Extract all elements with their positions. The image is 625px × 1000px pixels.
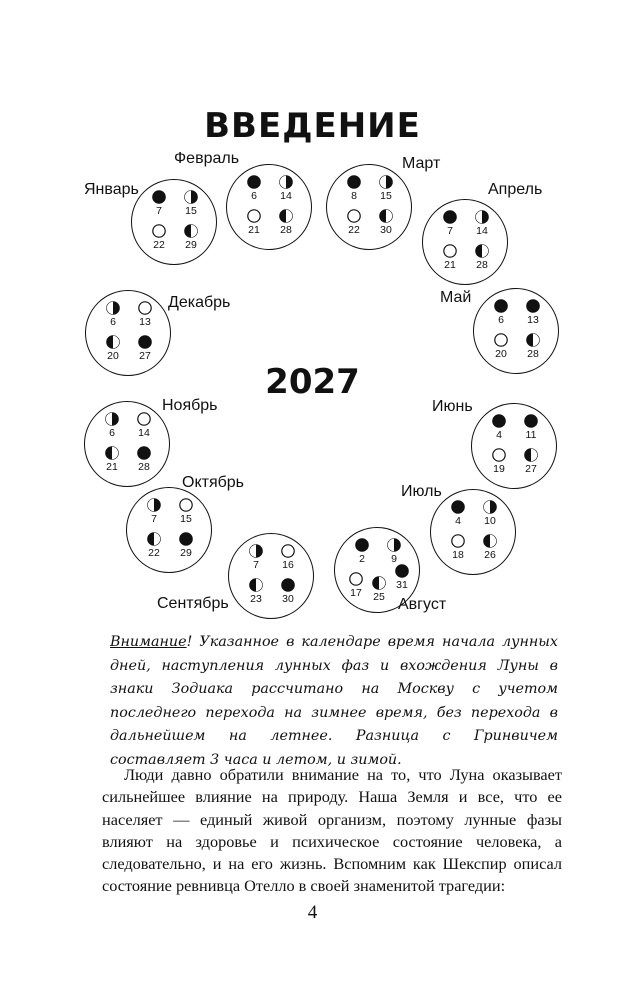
last-quarter-icon (524, 448, 538, 462)
month-label: Октябрь (182, 474, 245, 491)
new-moon-icon (179, 532, 193, 546)
phase-day-number: 27 (525, 463, 537, 475)
month-label: Ноябрь (162, 397, 218, 414)
first-quarter-icon (184, 190, 198, 204)
moon-phase-entry (518, 448, 544, 478)
moon-phase-entry (275, 544, 301, 574)
phase-day-number: 19 (493, 463, 505, 475)
month-label: Июль (401, 483, 442, 500)
new-moon-icon (451, 500, 465, 514)
moon-phase-entry (146, 190, 172, 220)
body-paragraph (102, 764, 562, 898)
moon-phase-entry (99, 446, 125, 476)
moon-phase-entry (132, 335, 158, 365)
last-quarter-icon (483, 534, 497, 548)
body-paragraph-text: Люди давно обратили внимание на то, что Луна оказывает сильнейшее влияние на природу. Наша Земля и все, что ее населяет — единый живой организм, поэтому лунные фазы влияют на здоровье и психическое состояние человека, а следовательно, и на его жизнь. Вспомним как Шекспир описал состояние ревнивца Отелло в своей знаменитой трагедии: (102, 765, 562, 896)
phase-day-number: 17 (350, 587, 362, 599)
new-moon-icon (492, 414, 506, 428)
phase-day-number: 16 (282, 559, 294, 571)
full-moon-icon (247, 209, 261, 223)
moon-phase-entry (243, 544, 269, 574)
phase-day-number: 7 (447, 225, 453, 237)
calendar-year: 2027 (265, 362, 360, 402)
phase-day-number: 21 (444, 259, 456, 271)
moon-phase-entry (273, 209, 299, 239)
notice-heading: Внимание (110, 634, 187, 650)
new-moon-icon (526, 299, 540, 313)
moon-phase-entry (241, 175, 267, 205)
moon-phase-entry (131, 412, 157, 442)
first-quarter-icon (379, 175, 393, 189)
phase-day-number: 29 (185, 239, 197, 251)
phase-day-number: 22 (148, 547, 160, 559)
month-circle (471, 403, 557, 489)
moon-phase-entry (132, 301, 158, 331)
moon-phase-entry (445, 500, 471, 530)
moon-phase-entry (520, 299, 546, 329)
moon-phase-entry (241, 209, 267, 239)
full-moon-icon (347, 209, 361, 223)
month-label: Июнь (432, 398, 473, 415)
first-quarter-icon (387, 538, 401, 552)
moon-phase-entry (100, 335, 126, 365)
new-moon-icon (281, 578, 295, 592)
month-label: Август (398, 596, 447, 613)
full-moon-icon (494, 333, 508, 347)
phase-day-number: 29 (180, 547, 192, 559)
month-circle (326, 164, 412, 250)
last-quarter-icon (105, 446, 119, 460)
phase-day-number: 7 (253, 559, 259, 571)
page-title: ВВЕДЕНИЕ (204, 106, 421, 146)
moon-phase-entry (437, 210, 463, 240)
new-moon-icon (395, 564, 409, 578)
phase-day-number: 6 (251, 190, 257, 202)
phase-day-number: 8 (351, 190, 357, 202)
moon-phase-entry (469, 210, 495, 240)
phase-day-number: 22 (348, 224, 360, 236)
phase-day-number: 15 (180, 513, 192, 525)
phase-day-number: 21 (106, 461, 118, 473)
month-circle (84, 401, 170, 487)
phase-day-number: 26 (484, 549, 496, 561)
phase-day-number: 7 (156, 205, 162, 217)
first-quarter-icon (483, 500, 497, 514)
month-label: Май (440, 289, 472, 306)
moon-phase-entry (373, 175, 399, 205)
last-quarter-icon (184, 224, 198, 238)
new-moon-icon (524, 414, 538, 428)
moon-phase-entry (141, 532, 167, 562)
phase-day-number: 28 (527, 348, 539, 360)
moon-phase-entry (273, 175, 299, 205)
page-number: 4 (307, 902, 318, 923)
moon-phase-entry (173, 532, 199, 562)
month-label: Март (402, 155, 441, 172)
phase-day-number: 28 (138, 461, 150, 473)
moon-phase-entry (373, 209, 399, 239)
month-circle (422, 199, 508, 285)
full-moon-icon (349, 572, 363, 586)
moon-phase-entry (488, 333, 514, 363)
phase-day-number: 2 (359, 553, 365, 565)
full-moon-icon (492, 448, 506, 462)
month-label: Сентябрь (157, 595, 229, 612)
last-quarter-icon (475, 244, 489, 258)
moon-phase-entry (243, 578, 269, 608)
moon-phase-entry (173, 498, 199, 528)
new-moon-icon (347, 175, 361, 189)
phase-day-number: 28 (280, 224, 292, 236)
new-moon-icon (137, 446, 151, 460)
phase-day-number: 14 (138, 427, 150, 439)
moon-phase-entry (389, 564, 415, 594)
notice-text: ! Указанное в календаре время начала лунных дней, наступления лунных фаз и вхождения Луны в знаки Зодиака рассчитано на Москву с учетом последнего перехода на зимнее время, без перехода в дальнейшем на летнее. Разница с Гринвичем составляет 3 часа и летом, и зимой. (110, 634, 558, 768)
phase-day-number: 6 (110, 316, 116, 328)
first-quarter-icon (475, 210, 489, 224)
last-quarter-icon (249, 578, 263, 592)
new-moon-icon (355, 538, 369, 552)
first-quarter-icon (147, 498, 161, 512)
month-circle (131, 179, 217, 265)
phase-day-number: 20 (495, 348, 507, 360)
moon-phase-entry (437, 244, 463, 274)
phase-day-number: 21 (248, 224, 260, 236)
moon-phase-entry (488, 299, 514, 329)
moon-phase-entry (99, 412, 125, 442)
phase-day-number: 11 (525, 429, 537, 441)
full-moon-icon (138, 301, 152, 315)
phase-day-number: 6 (109, 427, 115, 439)
moon-phase-entry (341, 209, 367, 239)
phase-day-number: 13 (139, 316, 151, 328)
month-label: Февраль (174, 150, 240, 167)
first-quarter-icon (106, 301, 120, 315)
moon-phase-entry (131, 446, 157, 476)
month-label: Апрель (488, 181, 543, 198)
phase-day-number: 9 (391, 553, 397, 565)
first-quarter-icon (279, 175, 293, 189)
phase-day-number: 6 (498, 314, 504, 326)
phase-day-number: 13 (527, 314, 539, 326)
moon-phase-entry (477, 534, 503, 564)
phase-day-number: 14 (280, 190, 292, 202)
moon-phase-entry (275, 578, 301, 608)
moon-phase-entry (341, 175, 367, 205)
first-quarter-icon (249, 544, 263, 558)
moon-phase-entry (477, 500, 503, 530)
month-circle (226, 164, 312, 250)
last-quarter-icon (379, 209, 393, 223)
full-moon-icon (281, 544, 295, 558)
last-quarter-icon (526, 333, 540, 347)
phase-day-number: 15 (380, 190, 392, 202)
phase-day-number: 15 (185, 205, 197, 217)
phase-day-number: 20 (107, 350, 119, 362)
phase-day-number: 28 (476, 259, 488, 271)
moon-phase-entry (469, 244, 495, 274)
phase-day-number: 4 (455, 515, 461, 527)
moon-phase-entry (518, 414, 544, 444)
phase-day-number: 25 (373, 591, 385, 603)
phase-day-number: 31 (396, 579, 408, 591)
new-moon-icon (247, 175, 261, 189)
phase-day-number: 23 (250, 593, 262, 605)
month-circle (126, 487, 212, 573)
month-circle (430, 489, 516, 575)
last-quarter-icon (106, 335, 120, 349)
moon-phase-entry (178, 224, 204, 254)
month-label: Январь (84, 181, 139, 198)
last-quarter-icon (147, 532, 161, 546)
moon-phase-entry (146, 224, 172, 254)
moon-phase-entry (486, 448, 512, 478)
phase-day-number: 18 (452, 549, 464, 561)
new-moon-icon (494, 299, 508, 313)
new-moon-icon (443, 210, 457, 224)
moon-phase-entry (486, 414, 512, 444)
moon-phase-entry (141, 498, 167, 528)
phase-day-number: 10 (484, 515, 496, 527)
phase-day-number: 4 (496, 429, 502, 441)
phase-day-number: 7 (151, 513, 157, 525)
moon-phase-entry (520, 333, 546, 363)
first-quarter-icon (105, 412, 119, 426)
moon-phase-entry (178, 190, 204, 220)
last-quarter-icon (372, 576, 386, 590)
phase-day-number: 30 (282, 593, 294, 605)
phase-day-number: 30 (380, 224, 392, 236)
phase-day-number: 22 (153, 239, 165, 251)
notice-paragraph (110, 631, 558, 772)
full-moon-icon (179, 498, 193, 512)
full-moon-icon (443, 244, 457, 258)
full-moon-icon (451, 534, 465, 548)
full-moon-icon (137, 412, 151, 426)
phase-day-number: 14 (476, 225, 488, 237)
full-moon-icon (152, 224, 166, 238)
new-moon-icon (152, 190, 166, 204)
last-quarter-icon (279, 209, 293, 223)
new-moon-icon (138, 335, 152, 349)
phase-day-number: 27 (139, 350, 151, 362)
moon-phase-entry (349, 538, 375, 568)
moon-phase-entry (100, 301, 126, 331)
month-label: Декабрь (168, 294, 231, 311)
month-circle (228, 533, 314, 619)
moon-phase-entry (445, 534, 471, 564)
